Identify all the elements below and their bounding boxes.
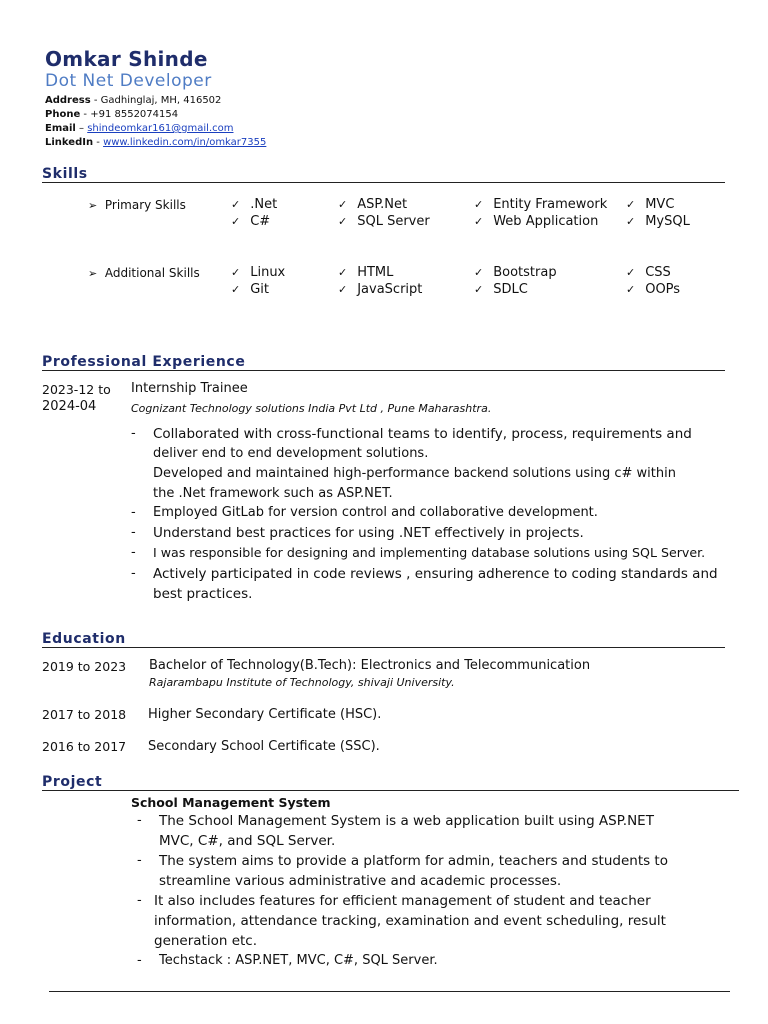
check-icon: ✓ (231, 198, 241, 211)
education-heading: Education (42, 631, 126, 647)
linkedin-link[interactable]: www.linkedin.com/in/omkar7355 (103, 137, 267, 148)
skill-item: ✓ SDLC (474, 282, 528, 297)
check-icon: ✓ (626, 215, 636, 228)
bullet-dash: - (131, 545, 136, 560)
experience-bullet: Developed and maintained high-performance backend solutions using c# within (153, 466, 676, 481)
skill-item: ✓ SQL Server (338, 214, 430, 229)
experience-divider (42, 370, 725, 371)
phone-label: Phone (45, 109, 81, 120)
education-date: 2017 to 2018 (42, 707, 127, 722)
project-line: The system aims to provide a platform for admin, teachers and students to (159, 853, 668, 869)
skill-item: ✓ JavaScript (338, 282, 423, 297)
check-icon: ✓ (231, 215, 241, 228)
education-date: 2019 to 2023 (42, 659, 127, 674)
check-icon: ✓ (626, 266, 636, 279)
skill-item: ✓ ASP.Net (338, 197, 408, 212)
experience-date-start: 2023-12 to (42, 382, 111, 397)
project-line: streamline various administrative and academic processes. (159, 873, 562, 889)
candidate-name: Omkar Shinde (45, 47, 208, 71)
experience-bullet: Actively participated in code reviews , ensuring adherence to coding standards and (153, 566, 718, 582)
check-icon: ✓ (626, 198, 636, 211)
bullet-dash: - (131, 505, 136, 520)
check-icon: ✓ (474, 198, 484, 211)
additional-skills-label: Additional Skills (104, 266, 200, 280)
job-title: Dot Net Developer (45, 71, 212, 91)
project-line: Techstack : ASP.NET, MVC, C#, SQL Server. (159, 953, 438, 968)
skill-item: ✓ CSS (626, 265, 671, 280)
project-line: The School Management System is a web application built using ASP.NET (159, 813, 654, 829)
experience-company: Cognizant Technology solutions India Pvt Ltd , Pune Maharashtra. (131, 402, 492, 415)
project-line: generation etc. (154, 933, 258, 949)
linkedin-line: LinkedIn - www.linkedin.com/in/omkar7355 (45, 137, 267, 148)
project-title: School Management System (131, 795, 331, 810)
education-divider (42, 647, 725, 648)
check-icon: ✓ (231, 266, 241, 279)
additional-skills-row-label (88, 266, 200, 280)
bullet-dash: - (131, 525, 136, 540)
arrow-icon: ➢ (88, 267, 98, 280)
experience-bullet: Understand best practices for using .NET effectively in projects. (153, 525, 584, 541)
skill-item: ✓ MySQL (626, 214, 690, 229)
skill-item: ✓ MVC (626, 197, 675, 212)
skill-item: ✓ Entity Framework (474, 197, 608, 212)
bullet-dash: - (131, 426, 136, 441)
check-icon: ✓ (231, 283, 241, 296)
education-degree: Higher Secondary Certificate (HSC). (148, 707, 382, 722)
education-date: 2016 to 2017 (42, 739, 127, 754)
primary-skills-label: Primary Skills (104, 198, 186, 212)
address-value: Gadhinglaj, MH, 416502 (100, 95, 222, 106)
email-label: Email (45, 123, 76, 134)
check-icon: ✓ (338, 215, 348, 228)
check-icon: ✓ (338, 283, 348, 296)
check-icon: ✓ (338, 266, 348, 279)
education-institute: Rajarambapu Institute of Technology, shivaji University. (149, 676, 455, 689)
check-icon: ✓ (474, 215, 484, 228)
project-line: It also includes features for efficient management of student and teacher (154, 893, 651, 909)
experience-bullet: deliver end to end development solutions. (153, 446, 429, 461)
experience-bullet: Employed GitLab for version control and collaborative development. (153, 505, 598, 520)
address-line: Address - Gadhinglaj, MH, 416502 (45, 95, 222, 106)
bullet-dash: - (137, 893, 142, 908)
project-heading: Project (42, 774, 103, 790)
experience-bullet: Collaborated with cross-functional teams to identify, process, requirements and (153, 426, 692, 442)
bullet-dash: - (137, 853, 142, 868)
bullet-dash: - (137, 953, 142, 968)
phone-line: Phone - +91 8552074154 (45, 109, 179, 120)
education-degree: Bachelor of Technology(B.Tech): Electronics and Telecommunication (149, 658, 591, 673)
skills-divider (42, 182, 725, 183)
project-line: MVC, C#, and SQL Server. (159, 833, 336, 849)
footer-divider (49, 991, 730, 992)
skill-item: ✓ HTML (338, 265, 394, 280)
primary-skills-row-label (88, 198, 186, 212)
linkedin-label: LinkedIn (45, 137, 94, 148)
bullet-dash: - (137, 813, 142, 828)
skill-item: ✓ Bootstrap (474, 265, 557, 280)
arrow-icon: ➢ (88, 199, 98, 212)
check-icon: ✓ (338, 198, 348, 211)
skill-item: ✓ .Net (231, 197, 278, 212)
experience-heading: Professional Experience (42, 354, 246, 370)
bullet-dash: - (131, 566, 136, 581)
project-line: information, attendance tracking, examination and event scheduling, result (154, 913, 666, 929)
experience-bullet: best practices. (153, 586, 253, 602)
experience-date-end: 2024-04 (42, 399, 97, 414)
skill-item: ✓ OOPs (626, 282, 681, 297)
address-label: Address (45, 95, 91, 106)
experience-bullet: the .Net framework such as ASP.NET. (153, 486, 393, 501)
skill-item: ✓ Linux (231, 265, 286, 280)
skill-item: ✓ C# (231, 214, 271, 229)
phone-value: +91 8552074154 (90, 109, 179, 120)
skills-heading: Skills (42, 166, 88, 182)
experience-role: Internship Trainee (131, 381, 248, 396)
skill-item: ✓ Web Application (474, 214, 599, 229)
email-line: Email – shindeomkar161@gmail.com (45, 123, 234, 134)
experience-bullet: I was responsible for designing and implementing database solutions using SQL Server. (153, 545, 706, 560)
education-degree: Secondary School Certificate (SSC). (148, 739, 380, 754)
check-icon: ✓ (474, 283, 484, 296)
skill-item: ✓ Git (231, 282, 270, 297)
project-divider (42, 790, 739, 791)
check-icon: ✓ (474, 266, 484, 279)
check-icon: ✓ (626, 283, 636, 296)
email-link[interactable]: shindeomkar161@gmail.com (87, 123, 234, 134)
